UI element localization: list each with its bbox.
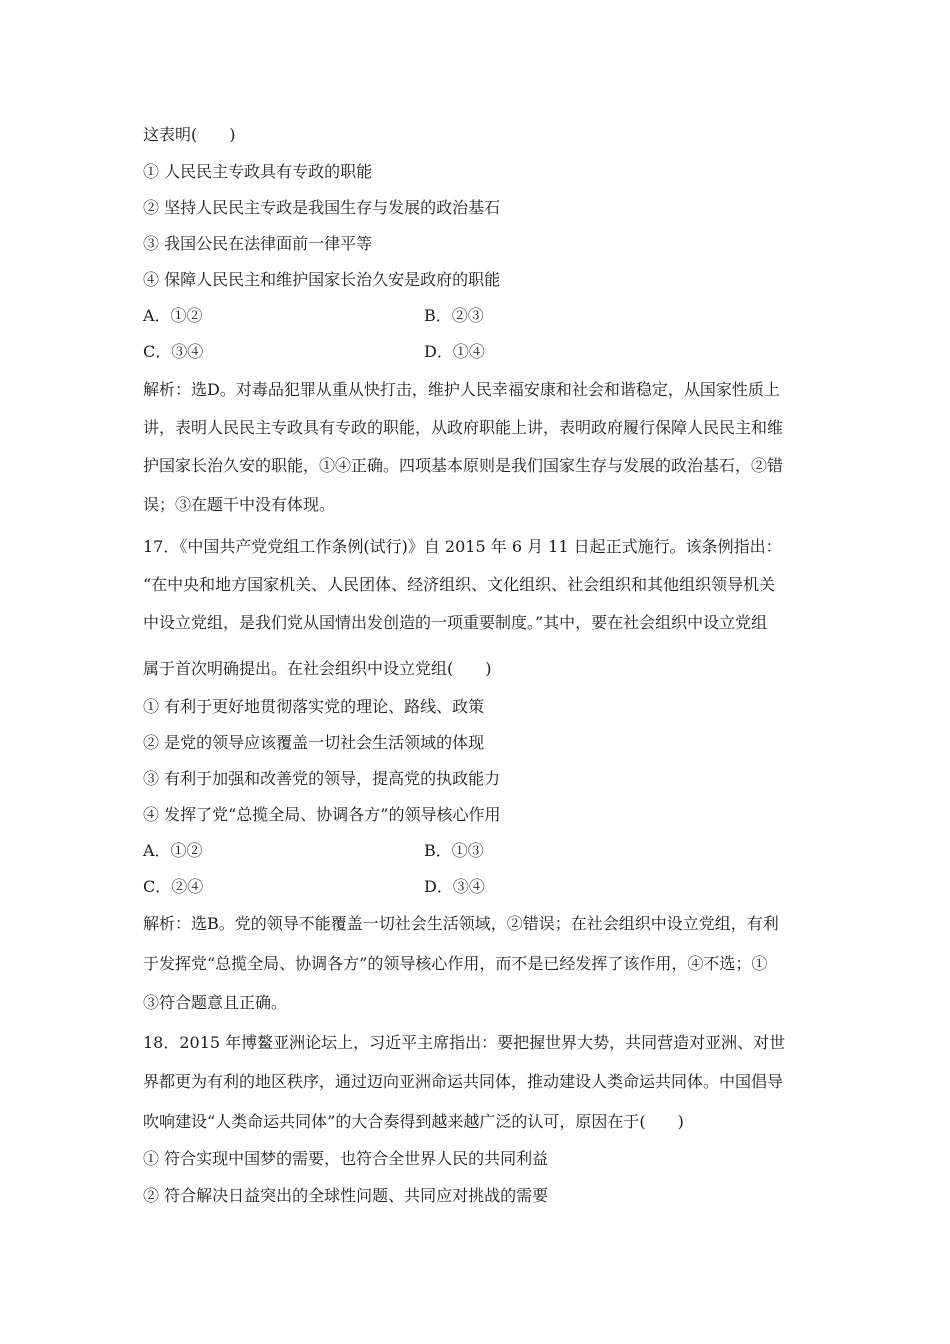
q18-option-2: ② 符合解决日益突出的全球性问题、共同应对挑战的需要 [143,1186,549,1205]
q17-choice-b: B．①③ [424,841,484,860]
q16-stem-tail: 这表明( ) [143,125,236,144]
q16-option-2: ② 坚持人民民主专政是我国生存与发展的政治基石 [143,198,501,217]
q18-option-1: ① 符合实现中国梦的需要，也符合全世界人民的共同利益 [143,1149,549,1168]
q17-stem-line-3: 中设立党组，是我们党从国情出发创造的一项重要制度。”其中，要在社会组织中设立党组 [143,613,768,632]
q17-choice-d: D．③④ [424,877,485,896]
q17-option-4: ④ 发挥了党“总揽全局、协调各方”的领导核心作用 [143,805,501,824]
q18-stem-line-1: 18．2015 年博鳌亚洲论坛上，习近平主席指出：要把握世界大势，共同营造对亚洲、对世 [143,1033,786,1052]
q17-choice-a: A．①② [143,841,203,860]
q17-analysis-line-3: ③符合题意且正确。 [143,993,288,1012]
q17-option-3: ③ 有利于加强和改善党的领导，提高党的执政能力 [143,769,501,788]
q16-option-4: ④ 保障人民民主和维护国家长治久安是政府的职能 [143,270,501,289]
q16-analysis-line-2: 讲，表明人民民主专政具有专政的职能，从政府职能上讲，表明政府履行保障人民民主和维 [143,418,784,437]
q17-analysis-line-1: 解析：选B。党的领导不能覆盖一切社会生活领域，②错误；在社会组织中设立党组，有利 [143,914,779,933]
q16-option-3: ③ 我国公民在法律面前一律平等 [143,234,373,253]
q16-analysis-line-1: 解析：选D。对毒品犯罪从重从快打击，维护人民幸福安康和社会和谐稳定，从国家性质上 [143,380,780,399]
q17-option-2: ② 是党的领导应该覆盖一切社会生活领域的体现 [143,733,485,752]
q16-choice-c: C．③④ [143,342,204,361]
q17-stem-line-2: “在中央和地方国家机关、人民团体、经济组织、文化组织、社会组织和其他组织领导机关 [143,575,776,594]
q17-analysis-line-2: 于发挥党“总揽全局、协调各方”的领导核心作用，而不是已经发挥了该作用，④不选；① [143,954,768,973]
q17-stem-line-1: 17．《中国共产党党组工作条例(试行)》自 2015 年 6 月 11 日起正式施行。该条例指出： [143,537,782,556]
q16-analysis-line-3: 护国家长治久安的职能，①④正确。四项基本原则是我们国家生存与发展的政治基石，②错 [143,456,784,475]
q17-stem-line-4: 属于首次明确提出。在社会组织中设立党组( ) [143,659,492,678]
q16-choice-a: A．①② [143,306,203,325]
q16-choice-d: D．①④ [424,342,485,361]
q16-choice-b: B．②③ [424,306,484,325]
q18-stem-line-2: 界都更为有利的地区秩序，通过迈向亚洲命运共同体，推动建设人类命运共同体。中国倡导 [143,1072,784,1091]
q18-stem-line-3: 吹响建设“人类命运共同体”的大合奏得到越来越广泛的认可，原因在于( ) [143,1112,684,1131]
q17-option-1: ① 有利于更好地贯彻落实党的理论、路线、政策 [143,697,485,716]
q17-choice-c: C．②④ [143,877,204,896]
q16-option-1: ① 人民民主专政具有专政的职能 [143,162,373,181]
q16-analysis-line-4: 误；③在题干中没有体现。 [143,495,336,514]
